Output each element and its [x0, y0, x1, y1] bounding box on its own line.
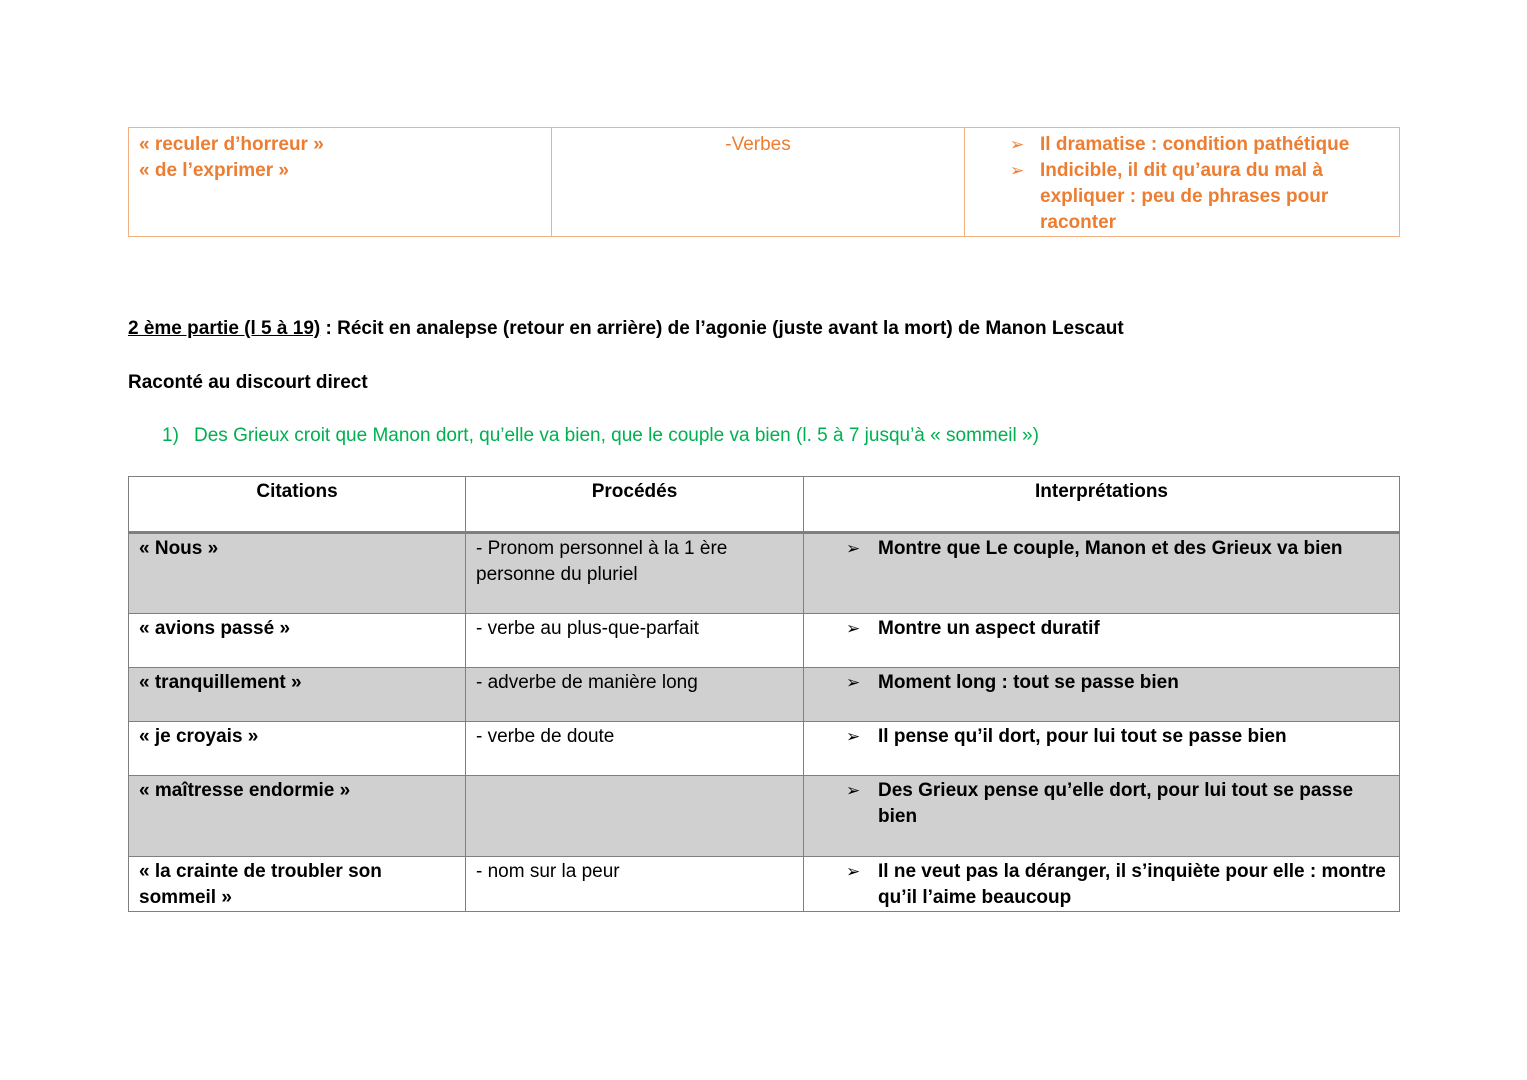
list-item: [1010, 158, 1389, 236]
procede-text: -Verbes: [725, 134, 791, 155]
procede-cell: [466, 776, 804, 857]
interpretation-text: Indicible, il dit qu’aura du mal à expliquer : peu de phrases pour raconter: [1040, 160, 1329, 233]
procede-cell: - nom sur la peur: [466, 857, 804, 912]
interpretation-cell: [804, 857, 1400, 912]
citation-cell: « avions passé »: [129, 614, 466, 668]
arrow-bullet-icon: ➢: [846, 781, 861, 800]
arrow-bullet-icon: ➢: [846, 673, 861, 692]
interpretation-cell: [804, 668, 1400, 722]
part-heading-label: 2 ème partie (l 5 à 19): [128, 318, 321, 339]
sub-point-text: Des Grieux croit que Manon dort, qu’elle va bien, que le couple va bien (l. 5 à 7 jusqu’à « sommeil »): [194, 425, 1039, 446]
interpretation-cell: [804, 533, 1400, 614]
interpretation-cell: [804, 722, 1400, 776]
top-analysis-table: [128, 127, 1400, 237]
procede-cell: - adverbe de manière long: [466, 668, 804, 722]
citation-cell: « la crainte de troubler son sommeil »: [129, 857, 466, 912]
procede-cell: - Pronom personnel à la 1 ère personne du pluriel: [466, 533, 804, 614]
citation-cell: « je croyais »: [129, 722, 466, 776]
citation-cell: « maîtresse endormie »: [129, 776, 466, 857]
citation-text: « de l’exprimer »: [139, 160, 289, 181]
procedes-cell: [552, 128, 965, 237]
interpretation-text: Des Grieux pense qu’elle dort, pour lui tout se passe bien: [878, 780, 1354, 827]
citation-text: « reculer d’horreur »: [139, 134, 324, 155]
arrow-bullet-icon: ➢: [846, 727, 861, 746]
interpretation-text: Il pense qu’il dort, pour lui tout se passe bien: [878, 726, 1287, 747]
arrow-bullet-icon: ➢: [1010, 161, 1025, 180]
table-row: [129, 722, 1400, 776]
table-row: [129, 614, 1400, 668]
table-header-row: [129, 477, 1400, 533]
arrow-bullet-icon: ➢: [1010, 135, 1025, 154]
table-row: [129, 533, 1400, 614]
arrow-bullet-icon: ➢: [846, 619, 861, 638]
interpretation-text: Montre un aspect duratif: [878, 618, 1100, 639]
column-header: Citations: [129, 477, 466, 533]
part-heading-text: : Récit en analepse (retour en arrière) de l’agonie (juste avant la mort) de Manon Lescaut: [320, 318, 1124, 339]
procede-cell: - verbe de doute: [466, 722, 804, 776]
table-row: [129, 128, 1400, 237]
table-row: [129, 857, 1400, 912]
table-row: [129, 776, 1400, 857]
interpretation-cell: [804, 614, 1400, 668]
citation-cell: « tranquillement »: [129, 668, 466, 722]
interpretations-cell: [965, 128, 1400, 237]
column-header: Interprétations: [804, 477, 1400, 533]
arrow-bullet-icon: ➢: [846, 539, 861, 558]
citations-table: [128, 476, 1400, 912]
interpretation-text: Il dramatise : condition pathétique: [1040, 134, 1350, 155]
part-heading: [128, 318, 1124, 340]
citation-cell: « Nous »: [129, 533, 466, 614]
table-row: [129, 668, 1400, 722]
discours-heading: Raconté au discourt direct: [128, 372, 368, 393]
interpretation-cell: [804, 776, 1400, 857]
citations-cell: [129, 128, 552, 237]
sub-point-heading: [162, 425, 1039, 447]
column-header: Procédés: [466, 477, 804, 533]
interpretation-text: Il ne veut pas la déranger, il s’inquiète pour elle : montre qu’il l’aime beaucoup: [878, 861, 1386, 908]
arrow-bullet-icon: ➢: [846, 862, 861, 881]
interpretation-text: Moment long : tout se passe bien: [878, 672, 1179, 693]
interpretation-text: Montre que Le couple, Manon et des Grieux va bien: [878, 538, 1343, 559]
list-item: [1010, 132, 1389, 158]
interpretation-list: [975, 132, 1389, 236]
sub-point-number: 1): [162, 425, 179, 446]
procede-cell: - verbe au plus-que-parfait: [466, 614, 804, 668]
